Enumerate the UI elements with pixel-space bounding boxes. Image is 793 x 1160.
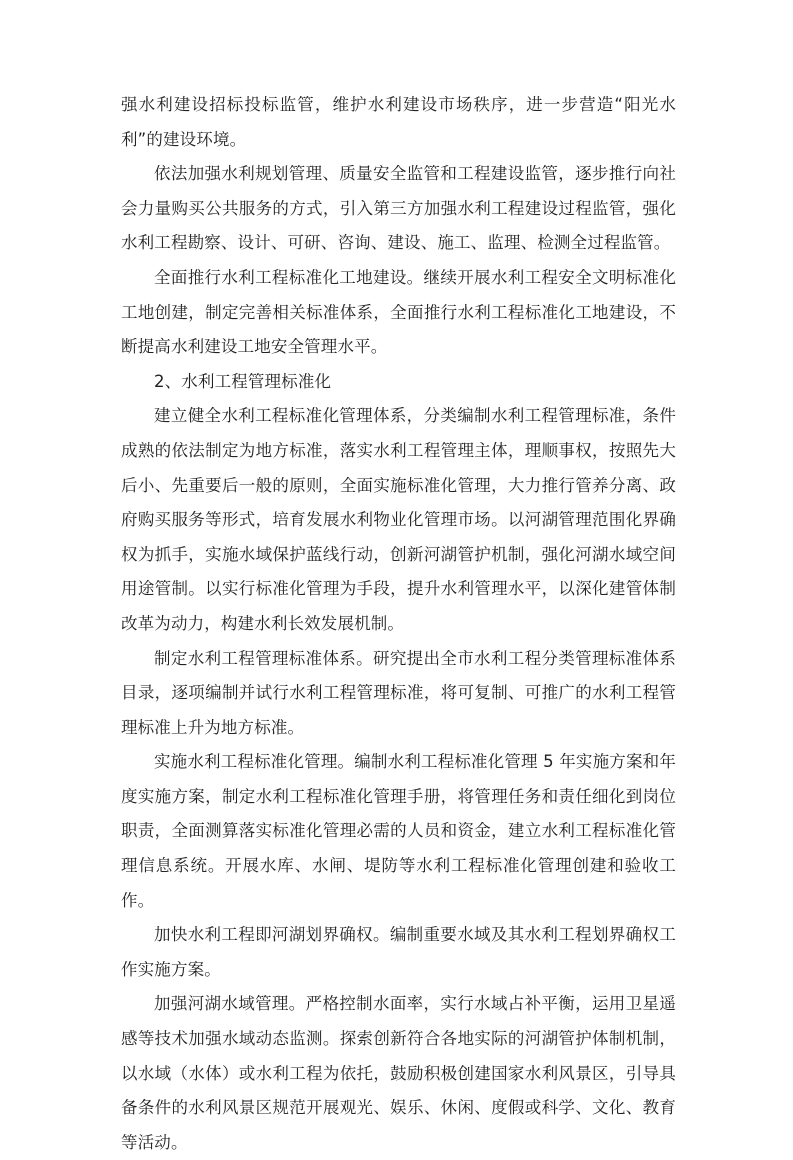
paragraph-continuation: 强水利建设招标投标监管，维护水利建设市场秩序，进一步营造“阳光水利”的建设环境。 xyxy=(121,95,676,149)
paragraph-standard-management: 实施水利工程标准化管理。编制水利工程标准化管理 5 年实施方案和年度实施方案，制定水利工程标准化管理手册，将管理任务和责任细化到岗位职责，全面测算落实标准化管理必需的人员和资金，建立水利工程标准化管理信息系统。开展水库、水闸、堤防等水利工程标准化管理创建和验收工作。 xyxy=(121,752,676,910)
paragraph-standard-site: 全面推行水利工程标准化工地建设。继续开展水利工程安全文明标准化工地创建，制定完善相关标准体系，全面推行水利工程标准化工地建设，不断提高水利建设工地安全管理水平。 xyxy=(121,267,676,357)
document-body xyxy=(121,88,676,1160)
paragraph-water-area: 加强河湖水域管理。严格控制水面率，实行水域占补平衡，运用卫星遥感等技术加强水域动态监测。探索创新符合各地实际的河湖管护体制机制，以水域（水体）或水利工程为依托，鼓励积极创建国家水利风景区，引导具备条件的水利风景区规范开展观光、娱乐、休闲、度假或科学、文化、教育等活动。 xyxy=(121,994,676,1152)
paragraph-management-system: 建立健全水利工程标准化管理体系，分类编制水利工程管理标准，条件成熟的依法制定为地方标准，落实水利工程管理主体，理顺事权，按照先大后小、先重要后一般的原则，全面实施标准化管理，大力推行管养分离、政府购买服务等形式，培育发展水利物业化管理市场。以河湖管理范围化界确权为抓手，实施水域保护蓝线行动，创新河湖管护机制，强化河湖水域空间用途管制。以实行标准化管理为手段，提升水利管理水平，以深化建管体制改革为动力，构建水利长效发展机制。 xyxy=(121,406,676,633)
paragraph-boundary: 加快水利工程即河湖划界确权。编制重要水域及其水利工程划界确权工作实施方案。 xyxy=(121,925,676,979)
section-heading: 2、水利工程管理标准化 xyxy=(154,371,332,391)
paragraph-standard-system: 制定水利工程管理标准体系。研究提出全市水利工程分类管理标准体系目录，逐项编制并试行水利工程管理标准，将可复制、可推广的水利工程管理标准上升为地方标准。 xyxy=(121,648,676,737)
paragraph-supervision: 依法加强水利规划管理、质量安全监管和工程建设监管，逐步推行向社会力量购买公共服务的方式，引入第三方加强水利工程建设过程监管，强化水利工程勘察、设计、可研、咨询、建设、施工、监理、检测全过程监管。 xyxy=(121,164,676,253)
